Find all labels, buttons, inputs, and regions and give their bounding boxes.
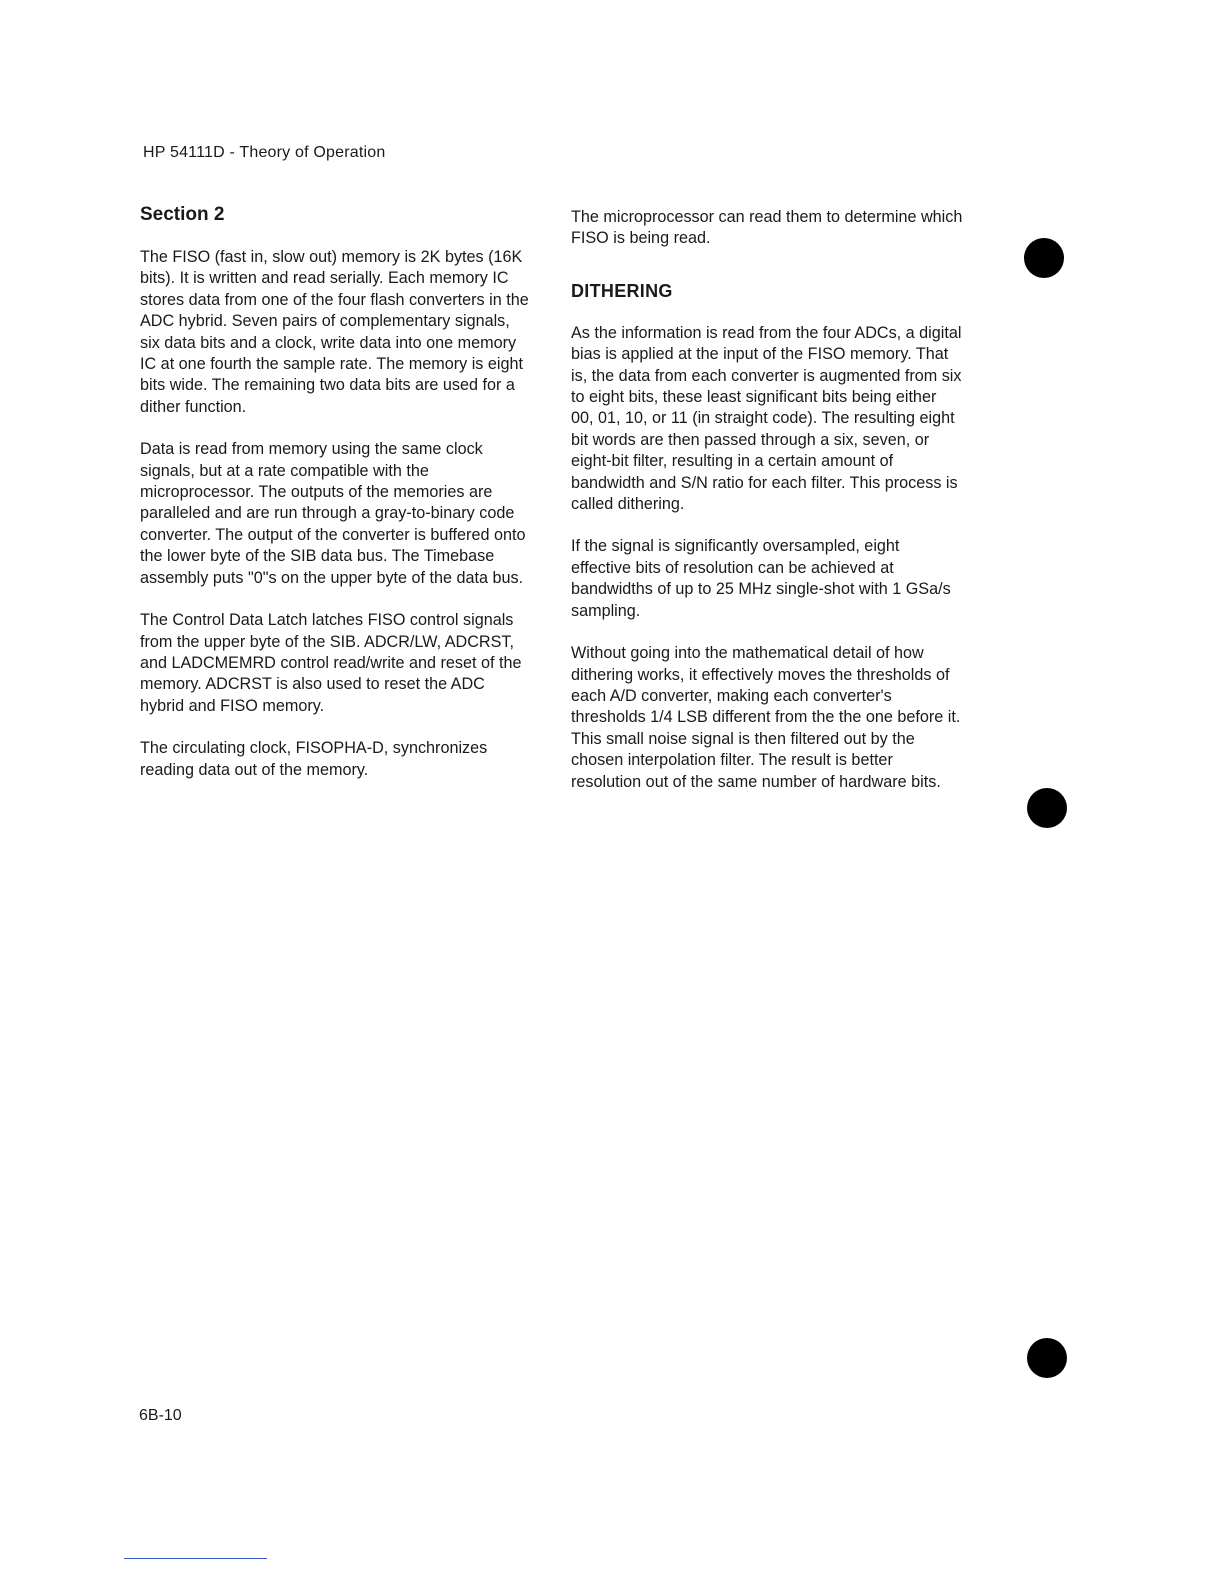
binder-hole-middle xyxy=(1027,788,1067,828)
dithering-heading: DITHERING xyxy=(571,280,673,301)
section-title: Section 2 xyxy=(140,204,225,225)
right-column xyxy=(571,207,963,814)
binder-hole-bottom xyxy=(1027,1338,1067,1378)
running-header: HP 54111D - Theory of Operation xyxy=(143,144,386,161)
page-number: 6B-10 xyxy=(139,1407,182,1424)
paragraph-control-latch: The Control Data Latch latches FISO control signals from the upper byte of the SIB. ADCR/LW, ADCRST, and LADCMEMRD control read/write and reset of the memory. ADCRST is also used to reset the ADC hybrid and FISO memory. xyxy=(140,611,522,715)
left-column xyxy=(140,203,532,802)
paragraph-oversampling: If the signal is significantly oversampled, eight effective bits of resolution can be achieved at bandwidths of up to 25 MHz single-shot with 1 GSa/s sampling. xyxy=(571,537,951,620)
paragraph-dithering-detail: Without going into the mathematical detail of how dithering works, it effectively moves the thresholds of each A/D converter, making each converter's thresholds 1/4 LSB different from the the one before it. This small noise signal is then filtered out by the chosen interpolation filter. The result is better resolution out of the same number of hardware bits. xyxy=(571,644,961,791)
paragraph-circulating-clock: The circulating clock, FISOPHA-D, synchronizes reading data out of the memory. xyxy=(140,739,488,779)
paragraph-microprocessor-read: The microprocessor can read them to determine which FISO is being read. xyxy=(571,208,963,248)
paragraph-fiso-memory: The FISO (fast in, slow out) memory is 2K bytes (16K bits). It is written and read serially. Each memory IC stores data from one of the four flash converters in the ADC hybrid. Seven pairs of complementary signals, six data bits and a clock, write data into one memory IC at one fourth the sample rate. The memory is eight bits wide. The remaining two data bits are used for a dither function. xyxy=(140,248,529,416)
paragraph-memory-read: Data is read from memory using the same clock signals, but at a rate compatible with the microprocessor. The outputs of the memories are paralleled and are run through a gray-to-binary code converter. The output of the converter is buffered onto the lower byte of the SIB data bus. The Timebase assembly puts "0"s on the upper byte of the data bus. xyxy=(140,440,526,587)
footer-rule xyxy=(124,1558,267,1559)
binder-hole-top xyxy=(1024,238,1064,278)
paragraph-dithering-bias: As the information is read from the four ADCs, a digital bias is applied at the input of the FISO memory. That is, the data from each converter is augmented from six to eight bits, these least significant bits being either 00, 01, 10, or 11 (in straight code). The resulting eight bit words are then passed through a six, seven, or eight-bit filter, resulting in a certain amount of bandwidth and S/N ratio for each filter. This process is called dithering. xyxy=(571,323,962,514)
